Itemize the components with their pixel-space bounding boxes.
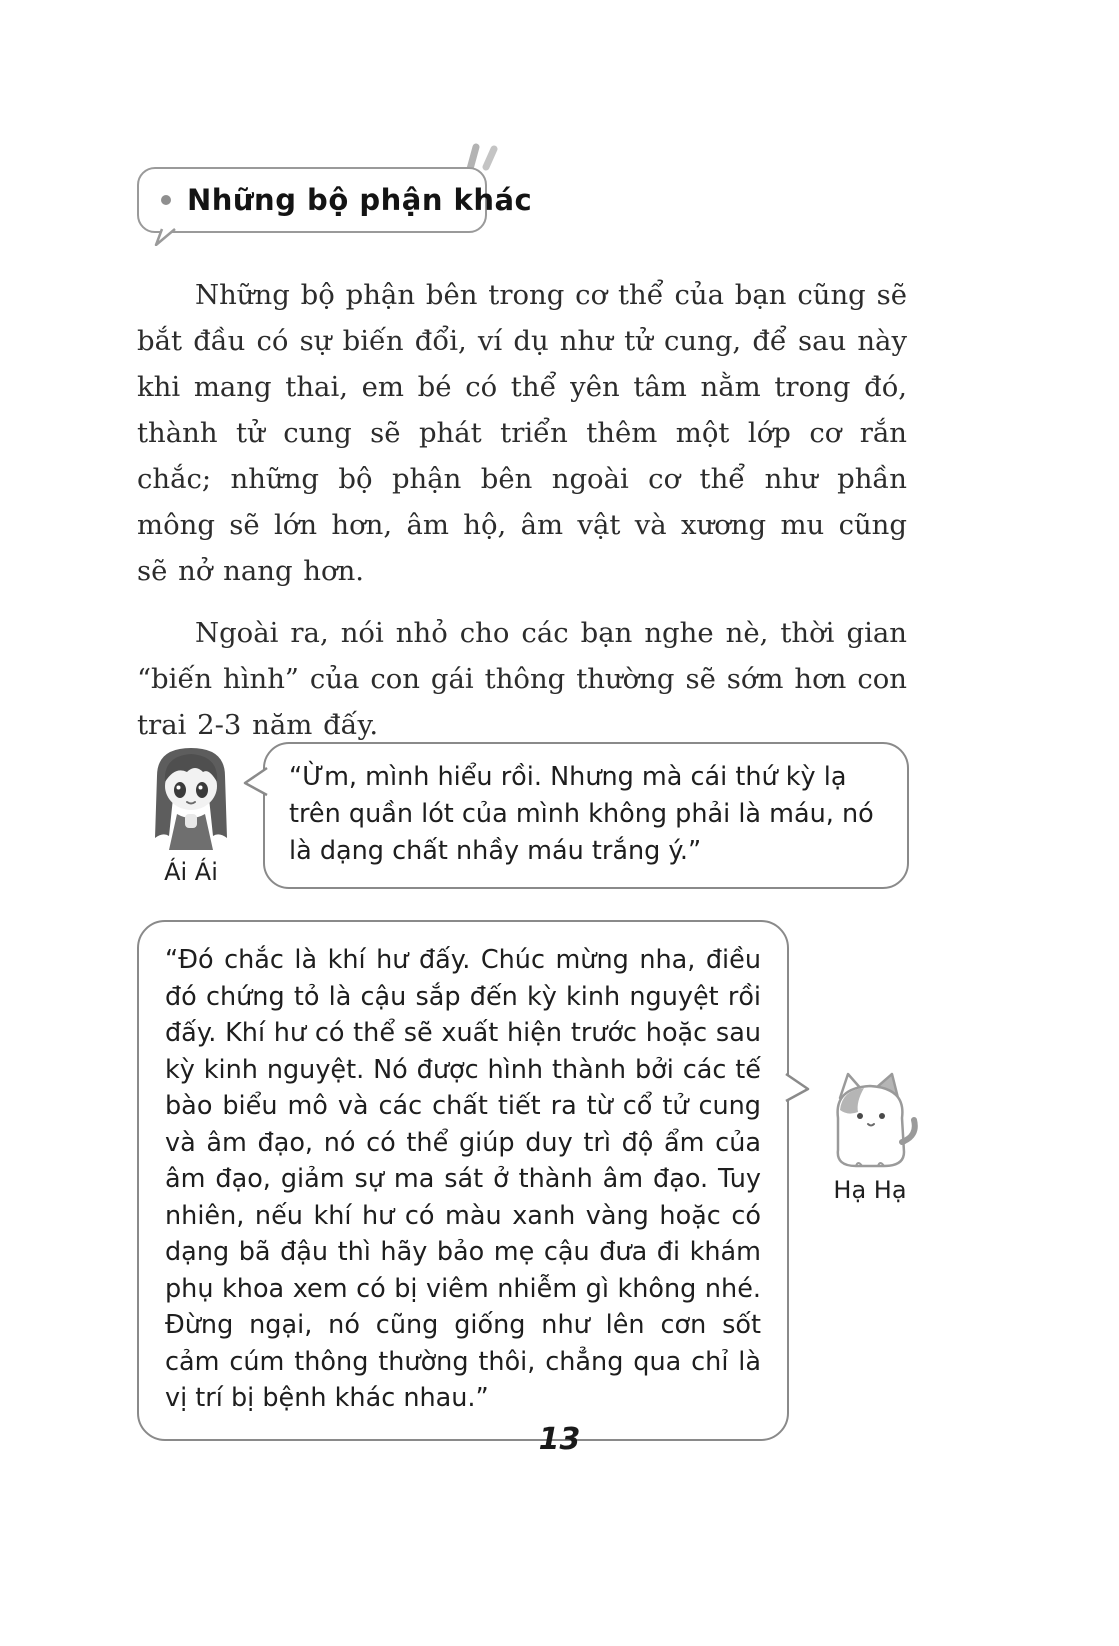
haha-dialogue-text: “Đó chắc là khí hư đấy. Chúc mừng nha, điều đó chứng tỏ là cậu sắp đến kỳ kinh nguyệt rồi đấy. Khí hư có thể sẽ xuất hiện trước hoặc sau kỳ kinh nguyệt. Nó được hình thành bởi các tế bào biểu mô và các chất tiết ra từ cổ tử cung và âm đạo, nó có thể giúp duy trì độ ẩm của âm đạo, giảm sự ma sát ở thành âm đạo. Tuy nhiên, nếu khí hư có màu xanh vàng hoặc có dạng bã đậu thì hãy bảo mẹ cậu đưa đi khám phụ khoa xem có bị viêm nhiễm gì không nhé. Đừng ngại, nó cũng giống như lên cơn sốt cảm cúm thông thường thôi, chẳng qua chỉ là vị trí bị bệnh khác nhau.”	[165, 945, 761, 1413]
page-number: 13	[538, 1422, 581, 1457]
aiai-dialogue-text: “Ừm, mình hiểu rồi. Nhưng mà cái thứ kỳ lạ trên quần lót của mình không phải là máu, nó là dạng chất nhầy máu trắng ý.”	[289, 762, 874, 866]
haha-avatar-column	[815, 1072, 925, 1204]
cat-avatar-illustration	[822, 1072, 918, 1172]
aiai-bubble-tail	[243, 766, 269, 798]
speech-bubble-haha	[137, 920, 789, 1441]
dialogue-row-haha	[137, 920, 937, 1441]
header-bubble-tail	[153, 228, 179, 246]
paragraph-2: Ngoài ra, nói nhỏ cho các bạn nghe nè, thời gian “biến hình” của con gái thông thường sẽ sớm hơn con trai 2-3 năm đấy.	[137, 617, 907, 741]
body-text-block	[137, 272, 907, 764]
bullet-dot-icon	[161, 195, 171, 205]
section-header	[137, 167, 533, 233]
girl-avatar-illustration	[143, 742, 239, 854]
haha-bubble-tail	[784, 1072, 810, 1104]
speech-bubble-aiai	[263, 742, 909, 889]
paragraph-1: Những bộ phận bên trong cơ thể của bạn cũng sẽ bắt đầu có sự biến đổi, ví dụ như tử cung, để sau này khi mang thai, em bé có thể yên tâm nằm trong đó, thành tử cung sẽ phát triển thêm một lớp cơ rắn chắc; những bộ phận bên ngoài cơ thể như phần mông sẽ lớn hơn, âm hộ, âm vật và xương mu cũng sẽ nở nang hơn.	[137, 279, 907, 587]
speaker-name-aiai: Ái Ái	[164, 858, 218, 886]
dialogue-row-aiai	[137, 742, 917, 889]
speaker-name-haha: Hạ Hạ	[833, 1176, 907, 1204]
aiai-avatar-column	[137, 742, 245, 886]
section-title: Những bộ phận khác	[187, 183, 533, 217]
